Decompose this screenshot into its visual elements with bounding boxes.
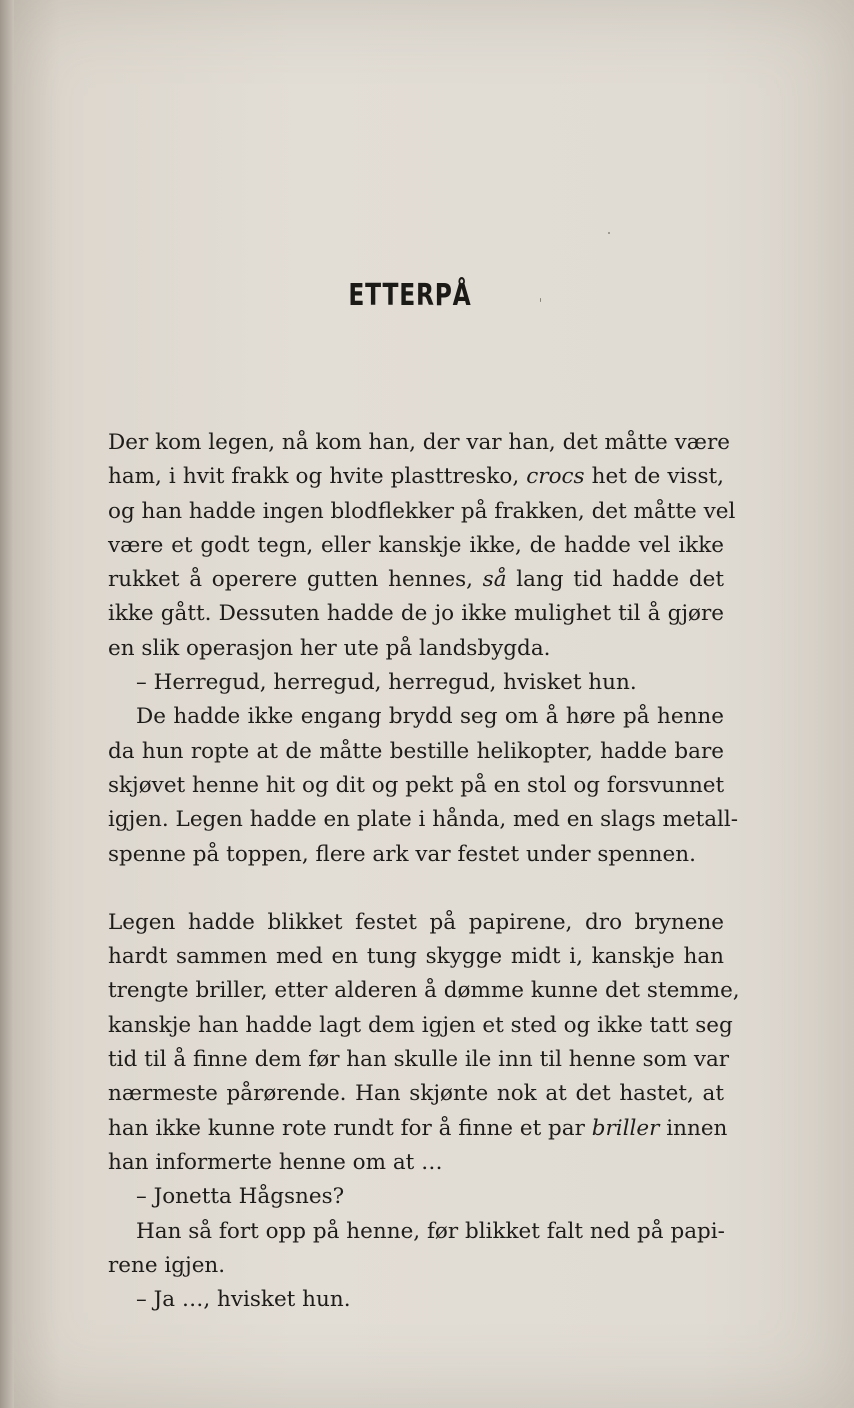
text-line: rukket å operere gutten hennes, så lang tid hadde det bbox=[108, 567, 724, 593]
paragraph bbox=[108, 666, 724, 700]
text-line: og han hadde ingen blodflekker på frakken, det måtte vel bbox=[108, 498, 736, 524]
text-line: spenne på toppen, flere ark var festet under spennen. bbox=[108, 841, 696, 867]
text-line: rene igjen. bbox=[108, 1252, 226, 1278]
text-line: skjøvet henne hit og dit og pekt på en stol og forsvunnet bbox=[108, 772, 725, 798]
text-line: være et godt tegn, eller kanskje ikke, de hadde vel ikke bbox=[108, 532, 724, 558]
text-line: en slik operasjon her ute på landsbygda. bbox=[108, 635, 551, 661]
text-line: Han så fort opp på henne, før blikket falt ned på papi- bbox=[136, 1218, 725, 1244]
text-line: igjen. Legen hadde en plate i hånda, med en slags metall- bbox=[108, 807, 739, 833]
paragraph bbox=[108, 1283, 724, 1317]
paper-speck bbox=[608, 232, 610, 234]
italic-word: så bbox=[482, 567, 507, 593]
paragraph bbox=[108, 700, 739, 871]
paragraph bbox=[108, 426, 736, 666]
text-line: Legen hadde blikket festet på papirene, dro brynene bbox=[108, 909, 724, 935]
text-line: – Ja …, hvisket hun. bbox=[136, 1287, 351, 1313]
italic-word: crocs bbox=[526, 464, 585, 490]
text-line: Der kom legen, nå kom han, der var han, det måtte være bbox=[108, 430, 730, 455]
text-line: trengte briller, etter alderen å dømme kunne det stemme, bbox=[108, 978, 740, 1004]
chapter-title: ETTERPÅ bbox=[348, 278, 472, 313]
paper-speck bbox=[540, 298, 541, 302]
text-line: han informerte henne om at … bbox=[108, 1149, 443, 1175]
text-line: ikke gått. Dessuten hadde de jo ikke mulighet til å gjøre bbox=[108, 601, 724, 627]
text-line: kanskje han hadde lagt dem igjen et sted og ikke tatt seg bbox=[108, 1012, 733, 1038]
paragraph-gap bbox=[108, 872, 724, 906]
text-line: tid til å finne dem før han skulle ile inn til henne som var bbox=[108, 1047, 730, 1073]
text-line: De hadde ikke engang brydd seg om å høre på henne bbox=[136, 704, 724, 730]
text-line: ham, i hvit frakk og hvite plasttresko, crocs het de visst, bbox=[108, 464, 724, 490]
italic-word: briller bbox=[591, 1115, 660, 1141]
text-line: han ikke kunne rote rundt for å finne et par briller innen bbox=[108, 1115, 728, 1141]
text-line: nærmeste pårørende. Han skjønte nok at det hastet, at bbox=[108, 1081, 724, 1107]
paragraph bbox=[108, 906, 740, 1180]
text-line: hardt sammen med en tung skygge midt i, kanskje han bbox=[108, 944, 724, 970]
text-line: da hun ropte at de måtte bestille helikopter, hadde bare bbox=[108, 738, 724, 764]
book-spine-shadow bbox=[0, 0, 14, 1408]
text-line: – Herregud, herregud, herregud, hvisket hun. bbox=[136, 670, 637, 696]
paragraph bbox=[108, 1180, 724, 1214]
body-text bbox=[108, 426, 740, 1317]
text-line: – Jonetta Hågsnes? bbox=[136, 1184, 345, 1210]
paragraph bbox=[108, 1215, 724, 1284]
